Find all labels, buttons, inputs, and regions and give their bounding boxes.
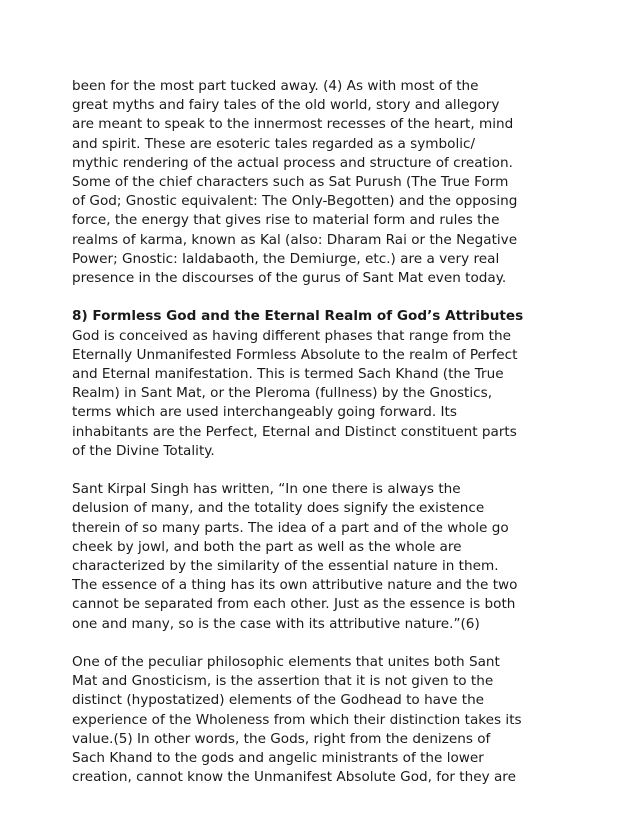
text-line: inhabitants are the Perfect, Eternal and Distinct constituent parts (72, 423, 517, 440)
text-line: delusion of many, and the totality does signify the existence (72, 500, 485, 517)
text-line: of God; Gnostic equivalent: The Only-Begotten) and the opposing (72, 193, 518, 210)
paragraph-3 (72, 480, 572, 634)
text-line: creation, cannot know the Unmanifest Absolute God, for they are (72, 769, 516, 786)
text-line: force, the energy that gives rise to material form and rules the (72, 212, 500, 229)
text-line: God is conceived as having different phases that range from the (72, 327, 511, 344)
text-line: Eternally Unmanifested Formless Absolute to the realm of Perfect (72, 346, 518, 363)
text-line: characterized by the similarity of the essential nature in them. (72, 558, 499, 575)
text-line: Realm) in Sant Mat, or the Pleroma (fullness) by the Gnostics, (72, 385, 493, 402)
text-line: cheek by jowl, and both the part as well as the whole are (72, 538, 462, 555)
text-line: of the Divine Totality. (72, 442, 215, 459)
text-line: realms of karma, known as Kal (also: Dharam Rai or the Negative (72, 231, 518, 248)
text-line: Power; Gnostic: Ialdabaoth, the Demiurge, etc.) are a very real (72, 250, 500, 267)
text-line: One of the peculiar philosophic elements that unites both Sant (72, 654, 500, 671)
text-line: presence in the discourses of the gurus of Sant Mat even today. (72, 270, 507, 287)
document-body (72, 77, 572, 787)
text-line: are meant to speak to the innermost recesses of the heart, mind (72, 116, 514, 133)
text-line: terms which are used interchangeably going forward. Its (72, 404, 457, 421)
text-line: Some of the chief characters such as Sat Purush (The True Form (72, 174, 509, 191)
section-heading: 8) Formless God and the Eternal Realm of God’s Attributes (72, 308, 524, 325)
text-line: value.(5) In other words, the Gods, right from the denizens of (72, 730, 491, 747)
paragraph-4 (72, 653, 572, 787)
text-line: and Eternal manifestation. This is termed Sach Khand (the True (72, 366, 504, 383)
text-line: cannot be separated from each other. Just as the essence is both (72, 596, 516, 613)
text-line: been for the most part tucked away. (4) As with most of the (72, 78, 479, 94)
text-line: and spirit. These are esoteric tales regarded as a symbolic/ (72, 135, 476, 152)
text-line: Mat and Gnosticism, is the assertion that it is not given to the (72, 673, 494, 690)
text-line: The essence of a thing has its own attributive nature and the two (72, 577, 518, 594)
paragraph-2 (72, 307, 572, 461)
text-line: one and many, so is the case with its attributive nature.”(6) (72, 615, 480, 632)
text-line: Sach Khand to the gods and angelic ministrants of the lower (72, 750, 484, 767)
text-line: mythic rendering of the actual process and structure of creation. (72, 154, 513, 171)
text-line: experience of the Wholeness from which their distinction takes its (72, 711, 522, 728)
text-line: distinct (hypostatized) elements of the Godhead to have the (72, 692, 485, 709)
text-line: therein of so many parts. The idea of a part and of the whole go (72, 519, 509, 536)
paragraph-1 (72, 77, 572, 288)
text-line: great myths and fairy tales of the old world, story and allegory (72, 97, 500, 114)
text-line: Sant Kirpal Singh has written, “In one there is always the (72, 481, 461, 498)
